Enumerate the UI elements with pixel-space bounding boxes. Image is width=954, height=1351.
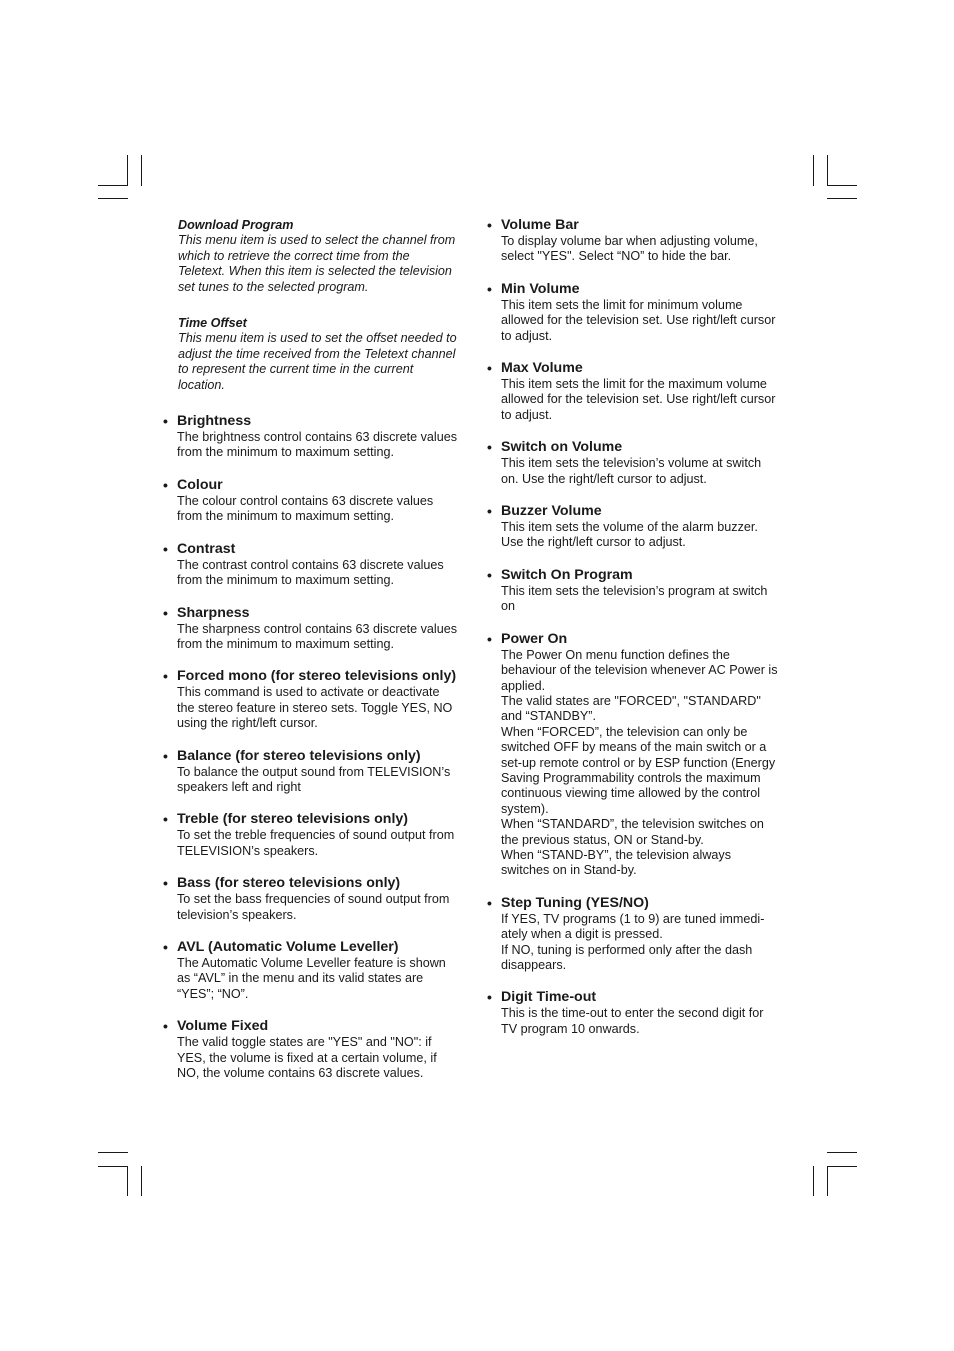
bullet: • [163, 476, 168, 493]
switch-on-volume-item [487, 439, 792, 487]
item-text: To set the treble frequencies of sound output from TELEVISION’s speakers. [177, 828, 455, 858]
item-text: The Power On menu function defines the behaviour of the television whenever AC Power is applied. The valid states are "FORCED", "STANDARD" and “STANDBY”. When “FORCED”, the television can only be switched OFF by means of the main switch or a set-up remote control or by ESP function (Energy Saving Programmability controls the maximum continuous viewing time allowed by the control system). When “STANDARD”, the television switches on the previous status, ON or Stand-by. When “STAND-BY”, the television always switches on in Stand-by. [501, 647, 778, 878]
crop-mark [827, 155, 828, 186]
bullet: • [487, 439, 492, 456]
item-title: Forced mono (for stereo televisions only) [177, 668, 457, 685]
left-column [163, 217, 473, 1097]
bullet: • [487, 566, 492, 583]
item-text: This item sets the limit for the maximum volume allowed for the television set. Use right/left cursor to adjust. [501, 377, 776, 422]
item-text: This command is used to activate or deactivate the stereo feature in stereo sets. Toggle YES, NO using the right/left cursor. [177, 685, 453, 731]
item-text: If YES, TV programs (1 to 9) are tuned immedi- ately when a digit is pressed. If NO, tuning is performed only after the dash disappears. [501, 911, 765, 972]
item-title: Switch On Program [501, 566, 633, 583]
balance-item [163, 748, 473, 796]
bullet: • [487, 280, 492, 297]
crop-mark [827, 198, 857, 199]
item-title: Sharpness [177, 604, 250, 621]
crop-mark [98, 185, 128, 186]
crop-mark [813, 155, 814, 186]
item-title: Volume Bar [501, 217, 579, 233]
bullet: • [163, 413, 168, 430]
crop-mark [127, 1166, 128, 1196]
item-text: The sharpness control contains 63 discrete values from the minimum to maximum setting. [177, 621, 458, 651]
crop-mark [827, 1152, 857, 1153]
bullet: • [163, 604, 168, 621]
crop-mark [98, 1152, 128, 1153]
sharpness-item [163, 605, 473, 653]
item-title: Buzzer Volume [501, 503, 602, 520]
treble-item [163, 811, 473, 859]
item-text: To set the bass frequencies of sound output from television’s speakers. [177, 892, 450, 922]
digit-time-out-item [487, 989, 792, 1037]
crop-mark [813, 1166, 814, 1196]
item-title: Max Volume [501, 360, 583, 377]
item-text: The colour control contains 63 discrete values from the minimum to maximum setting. [177, 493, 434, 524]
item-text: The contrast control contains 63 discrete values from the minimum to maximum setting. [177, 557, 444, 588]
avl-item [163, 939, 473, 1002]
item-text: To display volume bar when adjusting volume, select "YES". Select “NO” to hide the bar. [501, 234, 758, 264]
item-title: Digit Time-out [501, 989, 597, 1006]
bullet: • [163, 1018, 168, 1035]
download-program-section [163, 217, 473, 295]
power-on-item [487, 631, 792, 879]
section-title: Download Program [178, 218, 294, 232]
item-text: To balance the output sound from TELEVISION’s speakers left and right [177, 764, 451, 794]
volume-bar-item [487, 217, 792, 265]
switch-on-program-item [487, 567, 792, 615]
item-text: This item sets the television’s volume at switch on. Use the right/left cursor to adjust. [501, 456, 762, 486]
item-text: This item sets the volume of the alarm buzzer. Use the right/left cursor to adjust. [501, 520, 758, 550]
volume-fixed-item [163, 1018, 473, 1081]
bullet: • [487, 503, 492, 520]
crop-mark [127, 155, 128, 186]
item-text: The Automatic Volume Leveller feature is shown as “AVL” in the menu and its valid states are “YES”; “NO”. [177, 955, 446, 1001]
bullet: • [163, 540, 168, 557]
item-title: Colour [177, 476, 223, 493]
item-title: Min Volume [501, 280, 580, 297]
section-title: Time Offset [178, 316, 247, 331]
brightness-item [163, 413, 473, 461]
item-text: The brightness control contains 63 discrete values from the minimum to maximum setting. [177, 430, 458, 460]
crop-mark [98, 1166, 128, 1167]
crop-mark [98, 198, 128, 199]
item-title: Volume Fixed [177, 1018, 269, 1035]
max-volume-item [487, 360, 792, 423]
item-title: Power On [501, 630, 568, 647]
item-title: Switch on Volume [501, 439, 623, 456]
item-title: Bass (for stereo televisions only) [177, 875, 401, 892]
crop-mark [141, 1166, 142, 1196]
item-text: This item sets the television’s program at switch on [501, 583, 768, 614]
buzzer-volume-item [487, 503, 792, 551]
crop-mark [141, 155, 142, 186]
item-title: Step Tuning (YES/NO) [501, 894, 649, 911]
contrast-item [163, 541, 473, 589]
section-text: This menu item is used to select the channel from which to retrieve the correct time from the Teletext. When this item is selected the television set tunes to the selected program. [178, 233, 456, 294]
item-title: Treble (for stereo televisions only) [177, 811, 409, 828]
bullet: • [487, 630, 492, 647]
colour-item [163, 477, 473, 525]
bullet: • [163, 811, 168, 828]
bass-item [163, 875, 473, 923]
bullet: • [163, 747, 168, 764]
bullet: • [487, 217, 492, 233]
time-offset-section [163, 315, 473, 393]
crop-mark [827, 1166, 828, 1196]
right-column [487, 217, 792, 1053]
crop-mark [827, 185, 857, 186]
step-tuning-item [487, 895, 792, 974]
bullet: • [487, 989, 492, 1006]
item-text: This is the time-out to enter the second digit for TV program 10 onwards. [501, 1006, 764, 1036]
bullet: • [163, 875, 168, 892]
bullet: • [487, 360, 492, 377]
min-volume-item [487, 281, 792, 344]
item-title: Brightness [177, 413, 252, 430]
bullet: • [163, 668, 168, 685]
item-title: Contrast [177, 540, 236, 557]
item-title: AVL (Automatic Volume Leveller) [177, 938, 399, 955]
item-text: The valid toggle states are "YES" and "NO": if YES, the volume is fixed at a certain volume, if NO, the volume contains 63 discrete values. [177, 1035, 437, 1080]
bullet: • [163, 938, 168, 955]
forced-mono-item [163, 668, 473, 731]
crop-mark [827, 1166, 857, 1167]
bullet: • [487, 894, 492, 911]
item-title: Balance (for stereo televisions only) [177, 747, 421, 764]
item-text: This item sets the limit for minimum volume allowed for the television set. Use right/left cursor to adjust. [501, 297, 776, 343]
section-text: This menu item is used to set the offset needed to adjust the time received from the Teletext channel to represent the current time in the current location. [178, 331, 457, 392]
